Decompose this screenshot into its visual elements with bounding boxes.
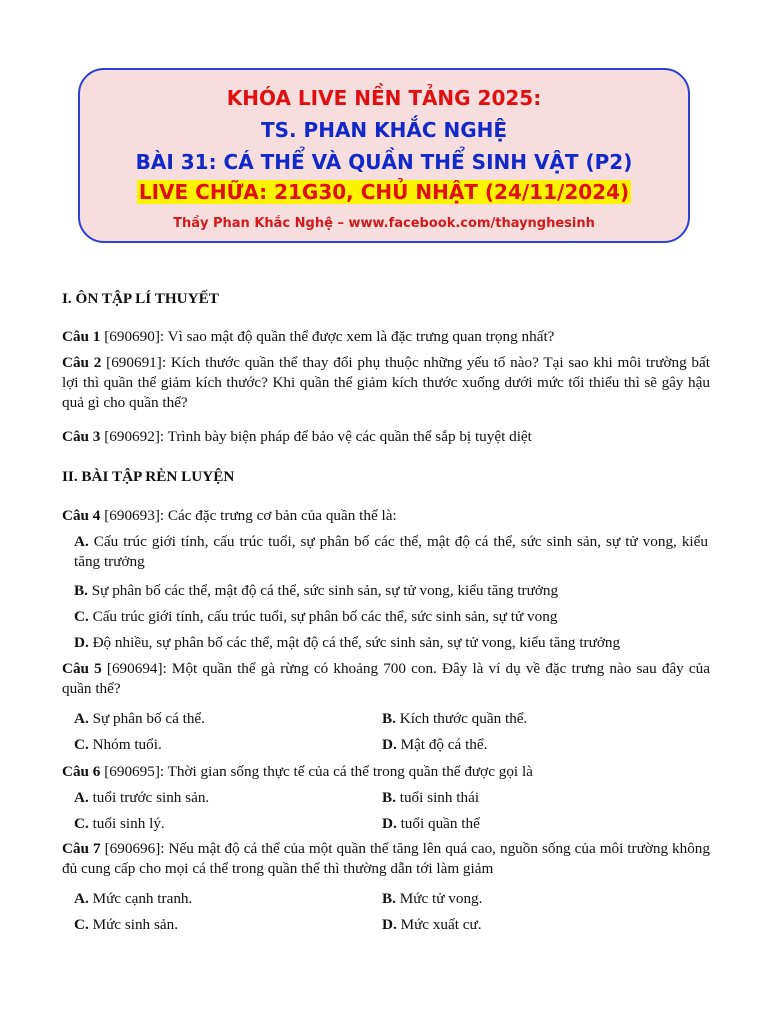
answer-option-a[interactable]	[74, 788, 209, 808]
option-text: tuổi quần thể	[396, 815, 480, 832]
question-5	[62, 659, 710, 699]
answer-option-c[interactable]	[74, 607, 557, 627]
question-number: Câu 2	[62, 354, 102, 371]
option-text: Cấu trúc giới tính, cấu trúc tuổi, sự phân bố các thể, sức sinh sản, sự tử vong	[88, 608, 558, 625]
option-key: D.	[74, 634, 89, 651]
option-key: A.	[74, 890, 89, 907]
option-key: B.	[382, 710, 396, 727]
answer-option-a[interactable]	[74, 532, 708, 572]
title-banner	[78, 68, 690, 243]
option-key: C.	[74, 815, 89, 832]
option-text: Kích thước quần thể.	[395, 710, 528, 727]
question-text: [690691]: Kích thước quần thể thay đổi phụ thuộc những yếu tố nào? Tại sao khi môi trường bất lợi thì quần thể giảm kích thước? Khi quần thể giảm kích thước xuống dưới mức tối thiểu thì sẽ gây hậu quả gì cho quần thể?	[62, 354, 710, 411]
option-key: B.	[382, 789, 396, 806]
option-key: B.	[382, 890, 396, 907]
option-key: C.	[74, 736, 89, 753]
question-number: Câu 3	[62, 428, 101, 445]
option-key: A.	[74, 710, 89, 727]
question-6	[62, 762, 533, 782]
question-number: Câu 7	[62, 840, 101, 857]
answer-option-d[interactable]	[382, 915, 482, 935]
option-text: Mức cạnh tranh.	[88, 890, 193, 907]
option-key: D.	[382, 815, 397, 832]
section-exercises-heading: II. BÀI TẬP RÈN LUYỆN	[62, 468, 235, 485]
option-key: A.	[74, 533, 89, 550]
teacher-name: TS. PHAN KHẮC NGHỆ	[260, 118, 508, 142]
option-key: B.	[74, 582, 88, 599]
answer-option-b[interactable]	[382, 889, 482, 909]
option-text: tuổi sinh thái	[395, 789, 480, 806]
question-number: Câu 5	[62, 660, 102, 677]
option-text: Sự phân bố cá thể.	[88, 710, 205, 727]
section-theory-heading: I. ÔN TẬP LÍ THUYẾT	[62, 290, 219, 307]
answer-option-c[interactable]	[74, 735, 162, 755]
option-text: Mật độ cá thể.	[396, 736, 488, 753]
answer-option-a[interactable]	[74, 889, 192, 909]
question-2	[62, 353, 710, 413]
question-1	[62, 327, 554, 347]
question-text: [690695]: Thời gian sống thực tế của cá thể trong quần thể được gọi là	[100, 763, 533, 780]
answer-option-d[interactable]	[382, 735, 487, 755]
option-key: C.	[74, 916, 89, 933]
answer-option-d[interactable]	[382, 814, 480, 834]
option-text: Mức tử vong.	[395, 890, 483, 907]
option-text: Sự phân bố các thể, mật độ cá thể, sức sinh sản, sự tử vong, kiểu tăng trưởng	[87, 582, 559, 599]
option-text: Mức sinh sản.	[88, 916, 178, 933]
live-schedule	[80, 180, 688, 204]
teacher-facebook-link[interactable]: Thầy Phan Khắc Nghệ – www.facebook.com/thaynghesinh	[173, 216, 595, 231]
question-text: [690693]: Các đặc trưng cơ bản của quần thể là:	[100, 507, 397, 524]
question-7	[62, 839, 710, 879]
course-title: KHÓA LIVE NỀN TẢNG 2025:	[226, 86, 542, 110]
option-text: Độ nhiều, sự phân bố các thể, mật độ cá thể, sức sinh sản, sự tử vong, kiểu tăng trưởng	[88, 634, 621, 651]
answer-option-b[interactable]	[382, 709, 527, 729]
answer-option-b[interactable]	[382, 788, 479, 808]
answer-option-c[interactable]	[74, 915, 178, 935]
question-4	[62, 506, 397, 526]
question-number: Câu 1	[62, 328, 101, 345]
lesson-title: BÀI 31: CÁ THỂ VÀ QUẦN THỂ SINH VẬT (P2)	[135, 150, 633, 174]
question-3	[62, 427, 532, 447]
question-text: [690692]: Trình bày biện pháp để bảo vệ các quần thể sắp bị tuyệt diệt	[100, 428, 532, 445]
live-schedule-text: LIVE CHỮA: 21G30, CHỦ NHẬT (24/11/2024)	[138, 180, 630, 204]
option-key: A.	[74, 789, 89, 806]
option-key: D.	[382, 916, 397, 933]
option-key: C.	[74, 608, 89, 625]
question-number: Câu 6	[62, 763, 101, 780]
option-key: D.	[382, 736, 397, 753]
answer-option-a[interactable]	[74, 709, 205, 729]
option-text: Cấu trúc giới tính, cấu trúc tuổi, sự phân bố các thể, mật độ cá thể, sức sinh sản, sự tử vong, kiểu tăng trưởng	[74, 533, 708, 570]
option-text: Nhóm tuổi.	[88, 736, 162, 753]
answer-option-b[interactable]	[74, 581, 558, 601]
option-text: tuổi trước sinh sản.	[88, 789, 210, 806]
question-text: [690696]: Nếu mật độ cá thể của một quần thể tăng lên quá cao, nguồn sống của môi trường không đủ cung cấp cho mọi cá thể trong quần thể thì thường dẫn tới làm giảm	[62, 840, 710, 877]
answer-option-c[interactable]	[74, 814, 165, 834]
option-text: tuổi sinh lý.	[88, 815, 165, 832]
question-number: Câu 4	[62, 507, 101, 524]
question-text: [690694]: Một quần thể gà rừng có khoảng 700 con. Đây là ví dụ về đặc trưng nào sau đây của quần thể?	[62, 660, 710, 697]
option-text: Mức xuất cư.	[396, 916, 482, 933]
question-text: [690690]: Vì sao mật độ quần thể được xem là đặc trưng quan trọng nhất?	[100, 328, 555, 345]
answer-option-d[interactable]	[74, 633, 620, 653]
